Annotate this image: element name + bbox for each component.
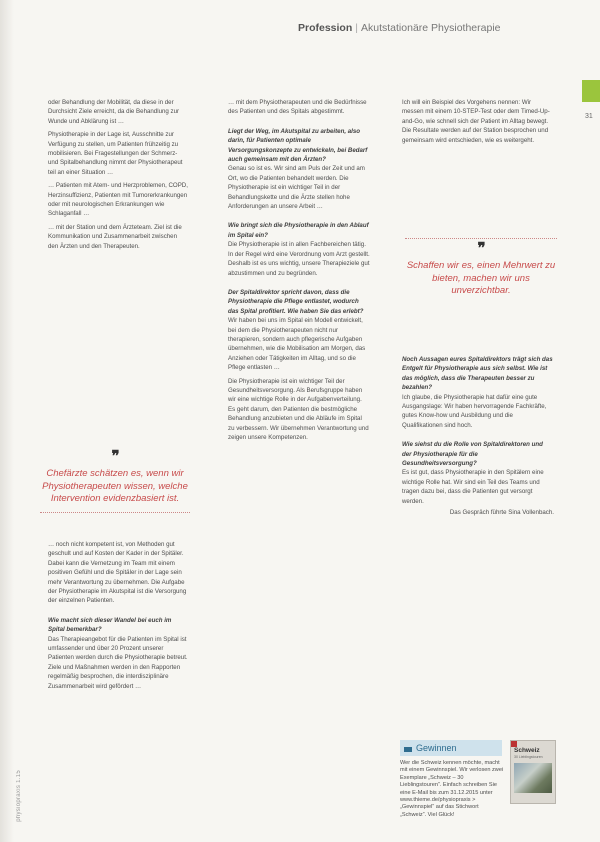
header-separator: | xyxy=(355,22,358,34)
col2-paragraph: Die Physiotherapie ist in allen Fachbereichen tätig. In der Regel wird eine Verordnung vom Arzt gestellt. Deshalb ist es uns wichtig, unsere Therapieziele gut abzustimmen und zu begründen. xyxy=(228,241,370,277)
giveaway-text: Wer die Schweiz kennen möchte, macht mit einem Gewinnspiel. Wir verlosen zwei Exemplare „Schweiz – 30 Lieblingstouren“. Einfach schreiben Sie eine E-Mail bis zum 31.12.2015 unter www.thieme.de/physiopraxis > „Gewinnspiel“ auf das Stichwort „Schweiz“. Viel Glück! xyxy=(400,760,504,818)
column-2 xyxy=(228,98,370,442)
giveaway-box xyxy=(400,740,556,832)
interview-question: Wie bringt sich die Physiotherapie in den Ablauf im Spital ein? xyxy=(228,222,369,239)
quote-mark-icon: ❞ xyxy=(477,241,485,257)
interview-question: Liegt der Weg, im Akutspital zu arbeiten, also darin, für Patienten optimale Versorgungskonzepte zu entwickeln, bei Bedarf auch gemeinsam mit den Ärzten? xyxy=(228,127,368,164)
col2-paragraph: Genau so ist es. Wir sind am Puls der Zeit und am Ort, wo die Patienten behandelt werden. Die Physiotherapie ist ein wichtiger Teil in der Behandlungskette und die Ärzte stellen hohe Anforderungen an unsere Arbeit … xyxy=(228,165,365,211)
column-1 xyxy=(48,98,188,251)
quote-divider xyxy=(405,238,557,239)
col1-paragraph: Physiotherapie in der Lage ist, Ausschnitte zur Verfügung zu stellen, um Patienten frühzeitig zu mobilisieren. Bei Fragestellungen der Schmerz- und Spitalbehandlung nimmt der Physiotherapeut teil an einer Situation … xyxy=(48,131,183,176)
col3-paragraph: Ich will ein Beispiel des Vorgehens nennen: Wir messen mit einem 10-STEP-Test oder dem Timed-Up-and-Go, wie schnell sich der Patient im Alltag bewegt. Die Resultate werden auf der Station besprochen und gemeinsam wird entschieden, wie es weitergeht. xyxy=(402,99,550,144)
interview-question: Wie siehst du die Rolle von Spitaldirektoren und der Physiotherapie für die Gesundheitsversorgung? xyxy=(402,441,543,468)
col1-paragraph: oder Behandlung der Mobilität, da diese in der Durchsicht Ziele erreicht, da die Behandlung zur Wunde und Abklärung ist … xyxy=(48,99,180,125)
section-color-tab xyxy=(582,80,600,102)
side-label: physiopraxis 1.15 xyxy=(16,770,22,822)
quote-mark-icon: ❞ xyxy=(111,449,119,465)
giveaway-header xyxy=(400,740,502,756)
pull-quote-right xyxy=(405,238,557,298)
interview-question: Noch Aussagen eures Spitaldirektors trägt sich das Entgelt für Physiotherapie aus sich selbst. Wie ist das möglich, dass die Therapeuten besser zu bezahlen? xyxy=(402,356,553,392)
quote-divider xyxy=(40,512,190,513)
gift-icon xyxy=(404,744,412,752)
pull-quote-left-text: Chefärzte schätzen es, wenn wir Physiotherapeuten wissen, welche Intervention evidenzbasiert ist. xyxy=(42,468,188,504)
col1-paragraph: … noch nicht kompetent ist, von Methoden gut geschult und auf Kosten der Kader in der Spitäler. Dabei kann die Vernetzung im Team mit einem positiven Gefühl und die Spitäler in der Lage sein mehr Verantwortung zu übernehmen. Die Aufgabe der Physiotherapie im Akutspital ist die Versorgung der einzelnen Patienten. xyxy=(48,541,187,605)
col2-paragraph: Die Physiotherapie ist ein wichtiger Teil der Gesundheitsversorgung. Als Berufsgruppe haben wir eine wichtige Rolle in der Aufgabenverteilung. Es geht darum, den Patienten die bestmögliche Behandlung anzubieten und die Abläufe im Spital zu verbessern. Wir übernehmen Verantwortung und zeigen unsere Kompetenzen. xyxy=(228,377,369,441)
page-number: 31 xyxy=(585,113,593,120)
col2-paragraph: … mit dem Physiotherapeuten und die Bedürfnisse des Patienten und des Spitals abgestimmt. xyxy=(228,99,367,116)
giveaway-title: Gewinnen xyxy=(416,743,457,753)
header-section: Profession xyxy=(298,22,353,34)
col3-paragraph: Es ist gut, dass Physiotherapie in den Spitälern eine wichtige Rolle hat. Wir sind ein Teil des Teams und tragen dazu bei, dass die Patienten gut versorgt werden. xyxy=(402,469,544,505)
col1-paragraph: … mit der Station und dem Ärzteteam. Ziel ist die Kommunikation und Zusammenarbeit zwischen den Ärzten und den Therapeuten. xyxy=(48,223,182,250)
column-3 xyxy=(402,98,554,145)
book-subtitle: 30 Lieblingstouren xyxy=(514,755,543,759)
scan-shadow xyxy=(0,0,14,842)
book-cover-image xyxy=(514,763,552,793)
author-signature: Das Gespräch führte Sina Vollenbach. xyxy=(449,509,554,517)
page-header xyxy=(298,22,501,34)
pull-quote-right-text: Schaffen wir es, einen Mehrwert zu bieten, machen wir uns unverzichtbar. xyxy=(406,260,556,296)
pull-quote-left xyxy=(40,449,190,513)
interview-question: Der Spitaldirektor spricht davon, dass die Physiotherapie die Pflege entlastet, wodurch das Spital profitiert. Wie haben Sie das erlebt? xyxy=(228,288,364,315)
column-1-lower xyxy=(48,540,188,691)
col2-paragraph: Wir haben bei uns im Spital ein Modell entwickelt, bei dem die Physiotherapeuten nicht nur therapieren, sondern auch pflegerische Aufgaben übernehmen, wie die Mobilisation am Morgen, das Anziehen oder Tätigkeiten im Alltag, und so die Pflege entlasten … xyxy=(228,317,366,372)
col1-paragraph: Das Therapieangebot für die Patienten im Spital ist umfassender und über 20 Prozent unserer Patienten werden durch die Physiotherapie betreut. Ziele und Maßnahmen werden in den Rapporten regelmäßig besprochen, die interdisziplinäre Zusammenarbeit wird gefördert … xyxy=(48,635,188,690)
col3-paragraph: Ich glaube, die Physiotherapie hat dafür eine gute Ausgangslage: Wir haben hervorragende Fachkräfte, gutes Know-how und Ausbildung und die Qualifikationen sind hoch. xyxy=(402,393,547,429)
col1-paragraph: … Patienten mit Atem- und Herzproblemen, COPD, Herzinsuffizienz, Patienten mit Tumorerkrankungen oder mit neurologischen Erkrankungen wie Schlaganfall … xyxy=(48,182,188,218)
header-topic: Akutstationäre Physiotherapie xyxy=(361,22,501,34)
interview-question: Wie macht sich dieser Wandel bei euch im Spital bemerkbar? xyxy=(48,616,172,634)
column-3-lower xyxy=(402,355,554,518)
book-cover xyxy=(510,740,556,804)
book-title: Schweiz xyxy=(514,747,540,754)
